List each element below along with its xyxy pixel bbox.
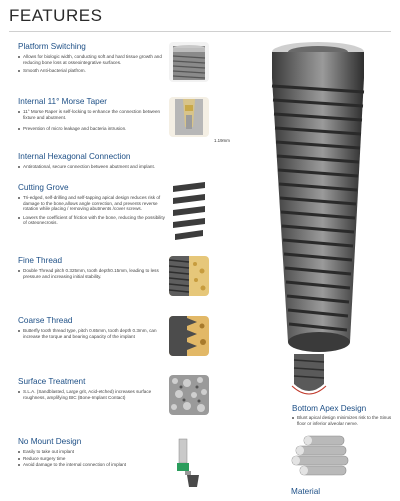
feature-bullet: Tri-edged, self-drilling and self-tapping apical design reduces risk of damage to the bone,allows angle correction, and prevents reverse rotation while placing / removing abutments /cover screws. (18, 195, 168, 212)
feature-title: Coarse Thread (18, 316, 73, 325)
feature-bullet: Antirotational, secure connection between abutment and implant. (18, 164, 168, 170)
feature-bullet: Reduce surgery time (18, 456, 168, 462)
feature-bullet: Allows for biologic width, conducting soft and hard tissue growth and reducing bone loss at osseointegrative surfaces. (18, 54, 168, 65)
cutting-grove-image (169, 180, 209, 244)
feature-title: Cutting Grove (18, 183, 69, 192)
material-image (290, 426, 350, 484)
feature-title: Surface Treatment (18, 377, 86, 386)
feature-bullet: Smooth Anti-bacterial platfrom. (18, 68, 168, 74)
feature-cutting-grove (18, 183, 168, 229)
feature-fine-thread (18, 256, 168, 282)
implant-illustration (248, 42, 388, 362)
page-title: FEATURES (9, 6, 103, 25)
feature-bullet: Avoid damage to the internal connection of implant (18, 462, 168, 468)
bottom-apex-image (290, 352, 328, 400)
feature-title: Internal Hexagonal Connection (18, 152, 131, 161)
morse-taper-image (169, 97, 209, 137)
fine-thread-image (169, 256, 209, 296)
feature-bullet: Double Thread pitch 0.325mm, tooth depth0.15mm, leading to less pressure and increasing initial stability. (18, 268, 168, 279)
measure-label: 1.19mm (214, 138, 230, 143)
feature-hexagonal-connection (18, 152, 168, 173)
feature-surface-treatment (18, 377, 168, 403)
no-mount-image (169, 437, 209, 489)
feature-platform-switching (18, 42, 168, 77)
feature-title: Internal 11° Morse Taper (18, 97, 107, 106)
feature-title: No Mount Design (18, 437, 82, 446)
feature-morse-taper (18, 97, 168, 135)
material-title: Material (291, 487, 321, 496)
feature-bullet: Butterfly tooth thread type, pitch 0.65mm, tooth depth 0.3mm, can increase the torque and bearing capacity of the implant (18, 328, 168, 339)
title-divider (9, 31, 391, 32)
platform-switching-image (169, 42, 209, 82)
feature-bullet: Prevention of micro leakage and bacteria intrusion. (18, 126, 168, 132)
feature-coarse-thread (18, 316, 168, 342)
bottom-apex-section (292, 404, 396, 426)
feature-title: Platform Switching (18, 42, 86, 51)
coarse-thread-image (169, 316, 209, 356)
feature-bullet: Blunt apical design minimizes risk to the Sinus floor or inferior alveolar nerve. (292, 415, 396, 426)
feature-title: Fine Thread (18, 256, 62, 265)
feature-bullet: 11° Morse Raper is self-locking to enhance the connection between fixture and abutment. (18, 109, 168, 120)
feature-no-mount-design (18, 437, 168, 471)
feature-bullet: Easily to take out implant (18, 449, 168, 455)
surface-treatment-image (169, 375, 209, 415)
bottom-apex-title: Bottom Apex Design (292, 404, 367, 413)
feature-bullet: Lowers the coefficient of friction with the bone, reducing the possibility of osteonecrosis. (18, 215, 168, 226)
feature-bullet: S.L.A. (Sandblasted, Large grit, Acid-etched) increases surface roughness, amplifying BIC (Bone-Implant Contact) (18, 389, 168, 400)
